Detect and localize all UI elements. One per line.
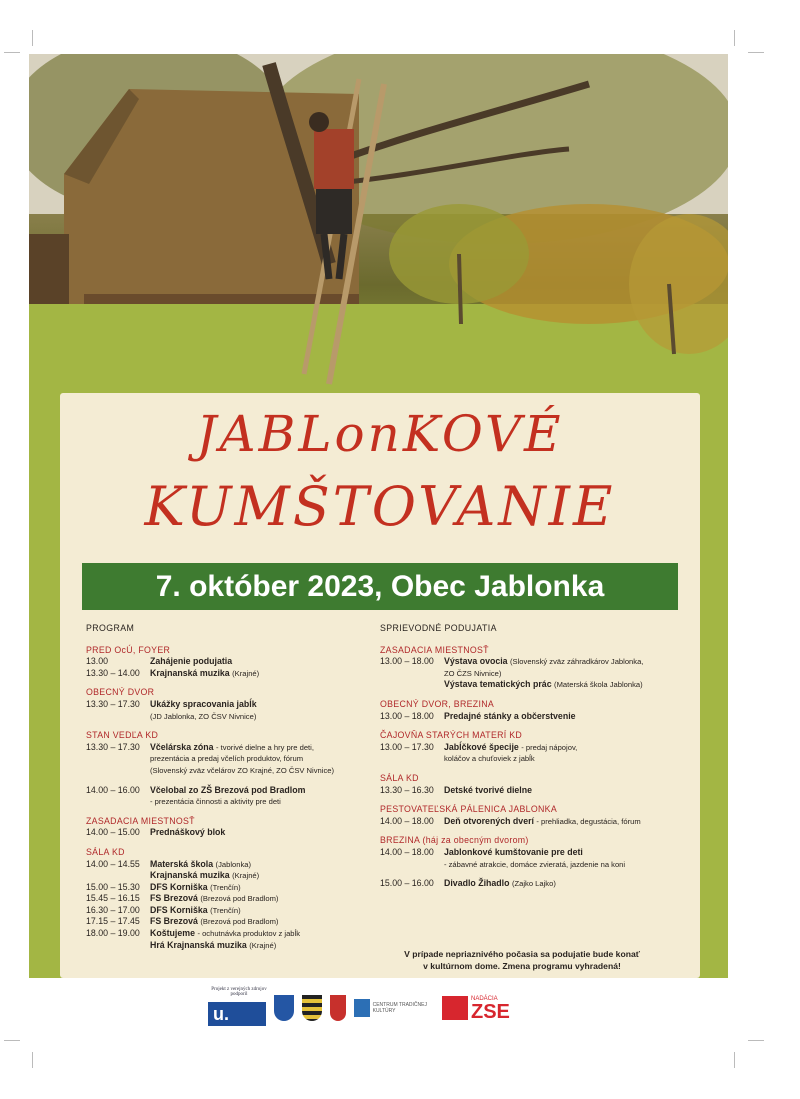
event-time: 18.00 – 19.00 [86, 928, 140, 939]
event-details [444, 656, 690, 679]
schedule-section [86, 687, 376, 722]
event-time: 15.00 – 15.30 [86, 881, 140, 892]
schedule-row [86, 742, 376, 777]
event-note: (Jablonka) [215, 859, 252, 869]
date-banner: 7. október 2023, Obec Jablonka [82, 563, 678, 610]
event-line [150, 928, 376, 940]
event-note: (Krajné) [249, 940, 277, 950]
event-time: 13.00 – 18.00 [380, 710, 434, 721]
event-name: Materská škola [150, 858, 214, 869]
crop-mark [748, 1040, 764, 1041]
event-name: Predajné stánky a občerstvenie [444, 710, 576, 721]
program-panel [60, 393, 700, 978]
schedule-section [86, 847, 376, 951]
crop-mark [734, 1052, 735, 1068]
event-line [150, 893, 376, 905]
schedule-row [86, 882, 376, 894]
event-details [150, 699, 376, 722]
section-title: SÁLA KD [380, 772, 419, 783]
event-details [150, 928, 376, 940]
event-name: DFS Korniška [150, 904, 208, 915]
ctk-logo [354, 999, 434, 1017]
section-title: PRED OcÚ, FOYER [86, 644, 171, 655]
event-extra-line: - zábavné atrakcie, domáce zvieratá, jazdenie na koni [444, 859, 626, 869]
schedule-row [86, 699, 376, 722]
event-line [150, 785, 376, 797]
schedule-row [86, 916, 376, 928]
event-details [444, 679, 690, 691]
event-line [444, 785, 690, 797]
event-time: 13.30 – 16.30 [380, 784, 434, 795]
section-title: ZASADACIA MIESTNOSŤ [380, 644, 489, 655]
crop-mark [4, 1040, 20, 1041]
event-line [150, 827, 376, 839]
event-name: Krajnanská muzika [150, 667, 230, 678]
event-line [150, 940, 376, 952]
event-name: Ukážky spracovania jabĺk [150, 698, 257, 709]
schedule-row [86, 928, 376, 940]
event-note: - ochutnávka produktov z jabĺk [197, 929, 301, 939]
event-time: 14.00 – 16.00 [86, 784, 140, 795]
event-line [150, 916, 376, 928]
event-line [150, 870, 376, 882]
event-time: 13.00 – 17.30 [380, 741, 434, 752]
program-heading: PROGRAM [86, 623, 135, 633]
event-extra-line: prezentácia a predaj včelích produktov, fórum [150, 754, 304, 764]
event-note: (Brezová pod Bradlom) [200, 894, 279, 904]
event-line [150, 656, 376, 668]
schedule-section [380, 730, 690, 765]
schedule-section [380, 835, 690, 889]
schedule-row [86, 656, 376, 668]
event-note: (Trenčín) [210, 905, 241, 915]
event-note: (Trenčín) [210, 882, 241, 892]
event-details [444, 847, 690, 870]
side-events-column [380, 623, 690, 898]
event-time: 14.00 – 15.00 [86, 827, 140, 838]
ctk-mark-icon [354, 999, 370, 1017]
event-details [150, 905, 376, 917]
schedule-row [86, 668, 376, 680]
event-line [444, 679, 690, 691]
event-time [86, 870, 150, 882]
schedule-row [86, 905, 376, 917]
event-time: 13.30 – 17.30 [86, 741, 140, 752]
crop-mark [32, 30, 33, 46]
zse-mark-icon [442, 996, 468, 1020]
project-label: Projekt z verejných zdrojov podporil [211, 987, 267, 997]
section-title: PESTOVATEĽSKÁ PÁLENICA JABLONKA [380, 804, 557, 815]
event-note: - predaj nápojov, [521, 742, 578, 752]
event-name: Krajnanská muzika [150, 870, 230, 881]
event-time: 13.00 – 18.00 [380, 656, 434, 667]
zse-name: ZSE [471, 1000, 510, 1023]
schedule-row [380, 742, 690, 765]
event-note: (Zajko Lajko) [511, 879, 556, 889]
event-details [150, 668, 376, 680]
crop-mark [4, 52, 20, 53]
schedule-row [86, 870, 376, 882]
schedule-row [380, 816, 690, 828]
schedule-row [380, 785, 690, 797]
schedule-row [86, 893, 376, 905]
section-title: ZASADACIA MIESTNOSŤ [86, 815, 195, 826]
event-details [150, 656, 376, 668]
section-title: OBECNÝ DVOR [86, 687, 155, 698]
event-note: (Slovenský zväz záhradkárov Jablonka, [510, 657, 644, 667]
event-note: (Krajné) [232, 871, 260, 881]
poster-title-line2: KUMŠTOVANIE [144, 475, 616, 538]
event-details [150, 940, 376, 952]
sponsor-logos [208, 988, 510, 1028]
schedule-section [86, 645, 376, 680]
zse-logo-text [471, 996, 510, 1021]
crop-mark [748, 52, 764, 53]
crest-icon [274, 995, 294, 1021]
event-details [444, 711, 690, 723]
event-note: - prehliadka, degustácia, fórum [536, 816, 641, 826]
event-name: FS Brezová [150, 893, 198, 904]
crest-icon [330, 995, 346, 1021]
event-name: Divadlo Žihadlo [444, 878, 510, 889]
event-name: FS Brezová [150, 916, 198, 927]
event-line [150, 668, 376, 680]
program-column [86, 623, 376, 959]
event-time: 17.15 – 17.45 [86, 916, 140, 927]
zse-logo [442, 996, 510, 1021]
event-line [444, 878, 690, 890]
schedule-section [86, 730, 376, 808]
event-time: 15.45 – 16.15 [86, 893, 140, 904]
weather-note-line1: V prípade nepriaznivého počasia sa podujatie bude konať [404, 949, 640, 959]
event-time [86, 940, 150, 952]
event-details [444, 878, 690, 890]
event-time: 13.30 – 17.30 [86, 698, 140, 709]
event-name: Deň otvorených dverí [444, 815, 534, 826]
event-line [444, 847, 690, 859]
event-line [444, 656, 690, 668]
event-details [444, 816, 690, 828]
event-extra-line: koláčov a chuťoviek z jabĺk [444, 754, 535, 764]
event-details [444, 785, 690, 797]
event-line [150, 882, 376, 894]
event-name: Výstava ovocia [444, 656, 508, 667]
event-details [150, 859, 376, 871]
schedule-row [86, 827, 376, 839]
event-line [150, 742, 376, 754]
event-details [150, 870, 376, 882]
poster-title-line1: JABLonKOVÉ [196, 405, 564, 463]
event-time: 15.00 – 16.00 [380, 878, 434, 889]
event-name: Detské tvorivé dielne [444, 784, 533, 795]
zse-small-label: NADÁCIA [471, 995, 498, 1002]
event-line [444, 742, 690, 754]
weather-note-line2: v kultúrnom dome. Zmena programu vyhradená! [423, 961, 621, 971]
schedule-row [86, 940, 376, 952]
event-extra-line: (JD Jablonka, ZO ČSV Nivnice) [150, 711, 257, 721]
event-name: DFS Korniška [150, 881, 208, 892]
crop-mark [734, 30, 735, 46]
event-name: Koštujeme [150, 928, 195, 939]
event-time: 14.00 – 18.00 [380, 815, 434, 826]
event-line [150, 905, 376, 917]
event-time: 13.30 – 14.00 [86, 667, 140, 678]
schedule-row [380, 679, 690, 691]
event-details [150, 827, 376, 839]
event-time: 14.00 – 14.55 [86, 858, 140, 869]
schedule-section [380, 645, 690, 691]
event-name: Prednáškový blok [150, 827, 226, 838]
event-name: Včelobal zo ZŠ Brezová pod Bradlom [150, 784, 306, 795]
event-name: Jablonkové kumštovanie pre deti [444, 846, 583, 857]
ctk-logo-text: CENTRUM TRADIČNEJ KULTÚRY [372, 1002, 427, 1014]
schedule-section [86, 816, 376, 839]
side-events-heading: SPRIEVODNÉ PODUJATIA [380, 623, 497, 633]
event-note: (Materská škola Jablonka) [554, 680, 643, 690]
event-extra-line: (Slovenský zväz včelárov ZO Krajné, ZO ČSV Nivnice) [150, 765, 334, 775]
ministry-logo: u. [208, 1002, 266, 1026]
schedule-row [380, 711, 690, 723]
event-details [444, 742, 690, 765]
section-title: ČAJOVŇA STARÝCH MATERÍ KD [380, 730, 523, 741]
event-time [380, 679, 444, 691]
event-details [150, 785, 376, 808]
schedule-row [380, 878, 690, 890]
event-line [150, 699, 376, 711]
event-time: 13.00 [86, 656, 109, 667]
schedule-row [380, 656, 690, 679]
event-name: Hrá Krajnanská muzika [150, 939, 247, 950]
event-details [150, 893, 376, 905]
event-line [150, 859, 376, 871]
event-line [444, 711, 690, 723]
event-line [444, 816, 690, 828]
schedule-section [380, 699, 690, 722]
section-title: STAN VEDĽA KD [86, 730, 159, 741]
event-name: Zahájenie podujatia [150, 656, 233, 667]
event-details [150, 742, 376, 777]
event-note: (Krajné) [232, 668, 260, 678]
event-details [150, 916, 376, 928]
event-note: - tvorivé dielne a hry pre deti, [216, 742, 314, 752]
schedule-row [86, 785, 376, 808]
event-extra-line: - prezentácia činnosti a aktivity pre deti [150, 797, 281, 807]
schedule-section [380, 804, 690, 827]
event-time: 14.00 – 18.00 [380, 846, 434, 857]
section-title: SÁLA KD [86, 846, 125, 857]
schedule-row [86, 859, 376, 871]
event-name: Výstava tematických prác [444, 679, 552, 690]
weather-note [392, 948, 652, 972]
event-details [150, 882, 376, 894]
event-note: (Brezová pod Bradlom) [200, 917, 279, 927]
event-name: Včelárska zóna [150, 741, 214, 752]
event-time: 16.30 – 17.00 [86, 904, 140, 915]
crop-mark [32, 1052, 33, 1068]
crest-icon [302, 995, 322, 1021]
event-extra-line: ZO ČZS Nivnice) [444, 668, 502, 678]
schedule-section [380, 773, 690, 796]
event-name: Jabĺčkové špecije [444, 741, 519, 752]
schedule-row [380, 847, 690, 870]
section-title: BREZINA (háj za obecným dvorom) [380, 835, 529, 846]
section-title: OBECNÝ DVOR, BREZINA [380, 698, 495, 709]
